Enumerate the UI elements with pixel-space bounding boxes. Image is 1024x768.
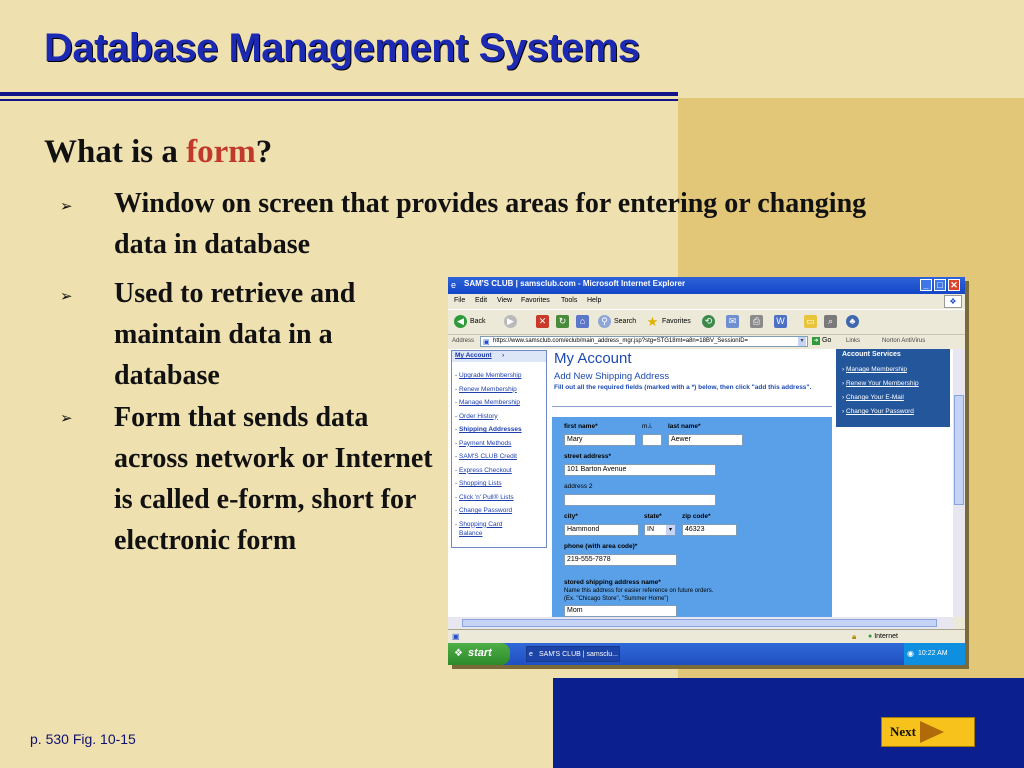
first-name-label: first name* xyxy=(564,423,598,430)
nav-item-payment-methods[interactable]: - Payment Methods xyxy=(455,439,512,447)
title-rule xyxy=(0,92,678,96)
nav-item-manage-membership[interactable]: - Manage Membership xyxy=(455,399,521,406)
divider xyxy=(552,406,832,407)
search-icon[interactable]: ⚲ xyxy=(598,315,611,328)
page-title: My Account xyxy=(554,350,632,367)
clock: 10:22 AM xyxy=(918,650,948,657)
status-bar xyxy=(448,629,965,644)
nav-item-shipping-addresses[interactable]: - Shipping Addresses xyxy=(455,426,522,433)
address-2-input[interactable] xyxy=(564,494,716,506)
page-icon: ▣ xyxy=(483,339,490,346)
chevron-right-icon: › xyxy=(502,352,505,359)
browser-titlebar xyxy=(448,277,965,294)
address-input[interactable] xyxy=(480,336,808,347)
globe-icon: ● xyxy=(868,633,873,640)
bullet-arrow-icon: ➢ xyxy=(60,197,73,215)
nav-header xyxy=(452,351,546,362)
lock-icon: 🔒︎ xyxy=(852,632,857,641)
back-icon[interactable]: ◀ xyxy=(454,315,467,328)
bullet-2: Used to retrieve and maintain data in a database xyxy=(114,278,356,391)
favorites-star-icon[interactable]: ★ xyxy=(646,314,659,329)
minimize-button[interactable]: _ xyxy=(920,279,932,291)
taskbar-item-label: SAM'S CLUB | samsclu... xyxy=(539,651,619,658)
menu-edit[interactable]: Edit xyxy=(475,297,488,304)
first-name-input[interactable]: Mary xyxy=(564,434,636,446)
mail-icon[interactable]: ✉ xyxy=(726,315,739,328)
nav-list xyxy=(455,369,547,540)
phone-input[interactable]: 219-555-7878 xyxy=(564,554,677,566)
state-label: state* xyxy=(644,513,662,520)
nav-item-change-password[interactable]: - Change Password xyxy=(455,507,513,514)
security-zone: ● Internet xyxy=(868,633,898,640)
form-instructions: Fill out all the required fields (marked with a *) below, then click "add this address". xyxy=(554,384,812,391)
service-change-password[interactable]: › Change Your Password xyxy=(842,408,914,415)
tray-icon[interactable]: ◉ xyxy=(907,649,914,658)
menu-bar xyxy=(448,294,965,309)
windows-logo-icon: ❖ xyxy=(944,295,962,308)
menu-favorites[interactable]: Favorites xyxy=(521,297,550,304)
web-page xyxy=(448,349,953,617)
shipping-address-form xyxy=(552,417,832,617)
links-label[interactable]: Links xyxy=(846,338,861,344)
last-name-input[interactable]: Aewer xyxy=(668,434,743,446)
service-renew-membership[interactable]: › Renew Your Membership xyxy=(842,380,919,387)
next-button[interactable] xyxy=(881,717,975,747)
refresh-icon[interactable]: ↻ xyxy=(556,315,569,328)
nav-header-link[interactable]: My Account xyxy=(455,352,492,359)
title-rule-thin xyxy=(0,99,678,101)
ie-logo-icon: e xyxy=(529,651,533,658)
stored-name-label: stored shipping address name* xyxy=(564,579,661,586)
city-input[interactable]: Hammond xyxy=(564,524,639,536)
taskbar xyxy=(448,643,965,665)
page-subtitle: Add New Shipping Address xyxy=(554,371,670,382)
mi-label: m.i. xyxy=(642,423,653,430)
vertical-scroll-thumb[interactable] xyxy=(954,395,964,505)
stored-name-note: Name this address for easier reference on future orders. xyxy=(564,588,714,594)
horizontal-scroll-thumb[interactable] xyxy=(462,619,937,627)
bullet-1: Window on screen that provides areas for entering or changing data in database xyxy=(114,188,867,260)
chevron-down-icon[interactable]: ▾ xyxy=(798,337,806,346)
address-url: https://www.samsclub.com/eclub/main_address_mgr.jsp?stg=STG18mt=a8n=18BV_SessionID= xyxy=(493,338,749,344)
nav-item-renew-membership[interactable]: - Renew Membership xyxy=(455,385,517,393)
service-change-email[interactable]: › Change Your E-Mail xyxy=(842,394,904,401)
browser-toolbar xyxy=(448,309,965,335)
bullet-arrow-icon: ➢ xyxy=(60,409,73,427)
phone-label: phone (with area code)* xyxy=(564,543,638,550)
nav-item-shopping-card-balance[interactable]: - Shopping Card Balance xyxy=(455,520,503,537)
nav-item-express-checkout[interactable]: - Express Checkout xyxy=(455,466,512,474)
next-button-label: Next xyxy=(890,724,916,739)
folder-icon[interactable]: ▭ xyxy=(804,315,817,328)
street-address-input[interactable]: 101 Barton Avenue xyxy=(564,464,716,476)
service-manage-membership[interactable]: › Manage Membership xyxy=(842,366,908,373)
stored-name-input[interactable]: Mom xyxy=(564,605,677,617)
nav-item-upgrade-membership[interactable]: - Upgrade Membership xyxy=(455,372,522,379)
print-icon[interactable]: ⎙ xyxy=(750,315,763,328)
account-services-list xyxy=(842,363,919,419)
taskbar-item-ie[interactable] xyxy=(526,646,620,662)
home-icon[interactable]: ⌂ xyxy=(576,315,589,328)
chevron-down-icon[interactable]: ▾ xyxy=(666,525,675,535)
menu-view[interactable]: View xyxy=(497,297,513,304)
search-label[interactable]: Search xyxy=(614,318,637,325)
norton-antivirus-label[interactable]: Norton AntiVirus xyxy=(882,338,926,344)
question-suffix: ? xyxy=(255,134,273,170)
edit-icon[interactable]: W xyxy=(774,315,787,328)
account-nav xyxy=(451,350,547,548)
forward-icon[interactable]: ▶ xyxy=(504,315,517,328)
go-label: Go xyxy=(821,337,832,344)
mi-input[interactable] xyxy=(642,434,662,446)
go-arrow-icon: ➜ xyxy=(813,338,819,344)
research-icon[interactable]: ⌕ xyxy=(824,315,837,328)
close-button[interactable]: ✕ xyxy=(948,279,960,291)
bullet-3: Form that sends data across network or Internet is called e-form, short for electronic form xyxy=(114,402,433,556)
browser-title: SAM'S CLUB | samsclub.com - Microsoft Internet Explorer xyxy=(464,279,686,288)
start-button[interactable] xyxy=(448,643,510,665)
back-label[interactable]: Back xyxy=(470,318,486,325)
address-label: Address xyxy=(452,338,475,344)
bullet-arrow-icon: ➢ xyxy=(60,287,73,305)
go-button[interactable] xyxy=(812,337,831,345)
favorites-label[interactable]: Favorites xyxy=(662,318,691,325)
state-select[interactable] xyxy=(644,524,676,536)
history-icon[interactable]: ⟲ xyxy=(702,315,715,328)
question-heading xyxy=(44,134,272,171)
ie-logo-icon: e xyxy=(451,280,457,290)
nav-item-click-n-pull-lists[interactable]: - Click 'n' Pull® Lists xyxy=(455,493,514,501)
address-2-label: address 2 xyxy=(564,483,593,490)
zip-code-input[interactable]: 46323 xyxy=(682,524,737,536)
question-highlight: form xyxy=(186,134,256,170)
zip-code-label: zip code* xyxy=(682,513,711,520)
street-address-label: street address* xyxy=(564,453,611,460)
nav-item-shopping-lists[interactable]: - Shopping Lists xyxy=(455,480,502,487)
state-value: IN xyxy=(647,526,654,533)
account-services-panel xyxy=(836,349,950,427)
last-name-label: last name* xyxy=(668,423,701,430)
city-label: city* xyxy=(564,513,578,520)
menu-file[interactable]: File xyxy=(454,297,466,304)
nav-item-order-history[interactable]: - Order History xyxy=(455,412,498,420)
page-status-icon: ▣ xyxy=(452,632,460,641)
messenger-icon[interactable]: ♣ xyxy=(846,315,859,328)
next-arrow-icon xyxy=(920,721,944,743)
address-bar xyxy=(448,334,965,349)
system-tray xyxy=(904,643,965,665)
slide-title: Database Management Systems xyxy=(44,26,640,70)
browser-window xyxy=(448,277,965,665)
windows-flag-icon: ❖ xyxy=(454,648,463,659)
account-services-header: Account Services xyxy=(842,351,901,358)
maximize-button[interactable]: □ xyxy=(934,279,946,291)
footer-reference: p. 530 Fig. 10-15 xyxy=(30,731,136,747)
start-label: start xyxy=(468,647,492,659)
nav-item-sams-club-credit[interactable]: - SAM'S CLUB Credit xyxy=(455,453,517,460)
menu-help[interactable]: Help xyxy=(587,297,602,304)
question-prefix: What is a xyxy=(44,134,187,170)
menu-tools[interactable]: Tools xyxy=(561,297,578,304)
stop-icon[interactable]: ✕ xyxy=(536,315,549,328)
stored-name-example: (Ex. "Chicago Store", "Summer Home") xyxy=(564,596,669,602)
